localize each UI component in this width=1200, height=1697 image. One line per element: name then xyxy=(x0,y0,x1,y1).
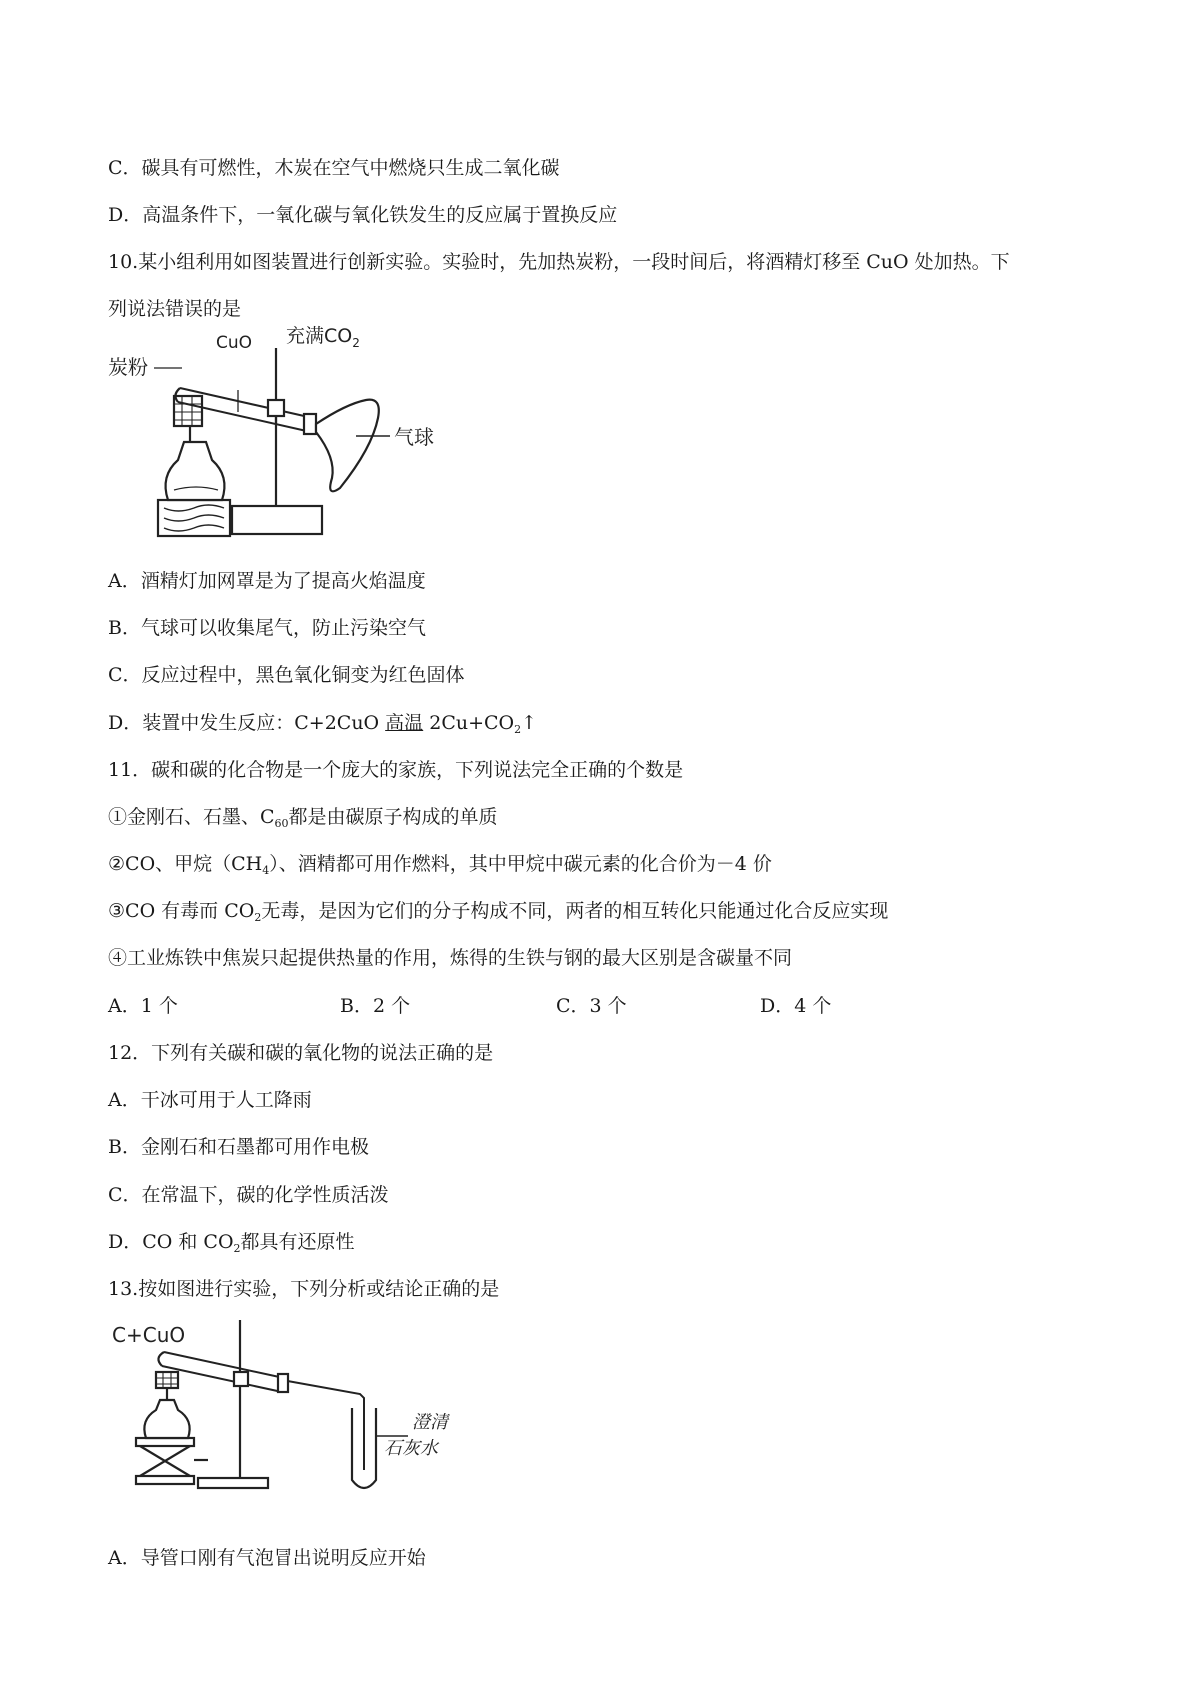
q12-option-c: C．在常温下，碳的化学性质活泼 xyxy=(108,1184,389,1206)
q10-option-a: A．酒精灯加网罩是为了提高火焰温度 xyxy=(108,570,426,592)
q11-s3-sub: 2 xyxy=(254,911,262,924)
q11-statement-3 xyxy=(108,899,888,930)
q12-option-b: B．金刚石和石墨都可用作电极 xyxy=(108,1136,369,1158)
q13-label-limewater-1: 澄清 xyxy=(412,1412,448,1433)
q10-option-d-arrow: ↑ xyxy=(521,712,538,734)
q11-s2-sub: 4 xyxy=(262,864,270,877)
q12-option-d-prefix: D．CO 和 CO xyxy=(108,1231,234,1253)
q10-label-co2-prefix: 充满CO xyxy=(286,325,353,347)
q12-option-d-suffix: 都具有还原性 xyxy=(240,1231,355,1253)
q11-s2-suffix: ）、酒精都可用作燃料，其中甲烷中碳元素的化合价为－4 价 xyxy=(269,853,772,875)
q11-s2-prefix: ②CO、甲烷（CH xyxy=(108,853,263,875)
q10-stem-line1: 10.某小组利用如图装置进行创新实验。实验时，先加热炭粉，一段时间后，将酒精灯移至 CuO 处加热。下 xyxy=(108,251,1010,273)
q11-option-b: B．2 个 xyxy=(340,995,411,1017)
q10-option-d-sub: 2 xyxy=(514,723,522,736)
q10-option-d-condition: 高温 xyxy=(385,712,424,734)
q11-s1-suffix: 都是由碳原子构成的单质 xyxy=(288,806,498,828)
q11-option-c: C．3 个 xyxy=(556,995,627,1017)
q11-option-d: D．4 个 xyxy=(760,995,832,1017)
q11-statement-4: ④工业炼铁中焦炭只起提供热量的作用，炼得的生铁与钢的最大区别是含碳量不同 xyxy=(108,947,793,969)
q11-stem: 11．碳和碳的化合物是一个庞大的家族，下列说法完全正确的个数是 xyxy=(108,759,684,781)
q10-option-b: B．气球可以收集尾气，防止污染空气 xyxy=(108,617,426,639)
q11-statement-2 xyxy=(108,852,772,883)
q10-label-balloon: 气球 xyxy=(394,425,434,449)
q12-option-d-sub: 2 xyxy=(233,1242,241,1255)
q10-option-c: C．反应过程中，黑色氧化铜变为红色固体 xyxy=(108,664,465,686)
q9-option-d: D．高温条件下，一氧化碳与氧化铁发生的反应属于置换反应 xyxy=(108,204,618,226)
q10-apparatus-figure xyxy=(108,325,468,550)
q10-option-d-products: 2Cu+CO xyxy=(423,712,515,734)
q11-s1-sub: 60 xyxy=(274,817,289,830)
q11-option-a: A．1 个 xyxy=(108,995,178,1017)
q11-s1-prefix: ①金刚石、石墨、C xyxy=(108,806,275,828)
svg-text:充满CO2 xyxy=(286,325,360,350)
q10-option-d-prefix: D．装置中发生反应：C+2CuO xyxy=(108,712,386,734)
q13-stem: 13.按如图进行实验，下列分析或结论正确的是 xyxy=(108,1278,500,1300)
q13-label-limewater-2: 石灰水 xyxy=(384,1438,438,1459)
q11-s3-suffix: 无毒，是因为它们的分子构成不同，两者的相互转化只能通过化合反应实现 xyxy=(261,900,889,922)
q13-label-reactants: C+CuO xyxy=(112,1323,186,1347)
q12-stem: 12．下列有关碳和碳的氧化物的说法正确的是 xyxy=(108,1042,494,1064)
q13-apparatus-figure xyxy=(112,1320,522,1500)
q11-statement-1 xyxy=(108,805,498,836)
q10-label-cuo: CuO xyxy=(216,333,253,353)
q10-option-d xyxy=(108,711,537,742)
q12-option-a: A．干冰可用于人工降雨 xyxy=(108,1089,312,1111)
q13-option-a: A．导管口刚有气泡冒出说明反应开始 xyxy=(108,1547,426,1569)
q11-options xyxy=(108,994,1008,1018)
q9-option-c: C．碳具有可燃性，木炭在空气中燃烧只生成二氧化碳 xyxy=(108,157,560,179)
q10-label-co2-sub: 2 xyxy=(352,336,360,350)
q12-option-d xyxy=(108,1230,355,1261)
q11-s3-prefix: ③CO 有毒而 CO xyxy=(108,900,255,922)
q10-label-carbon: 炭粉 xyxy=(108,355,148,379)
q10-stem-line2: 列说法错误的是 xyxy=(108,298,242,320)
